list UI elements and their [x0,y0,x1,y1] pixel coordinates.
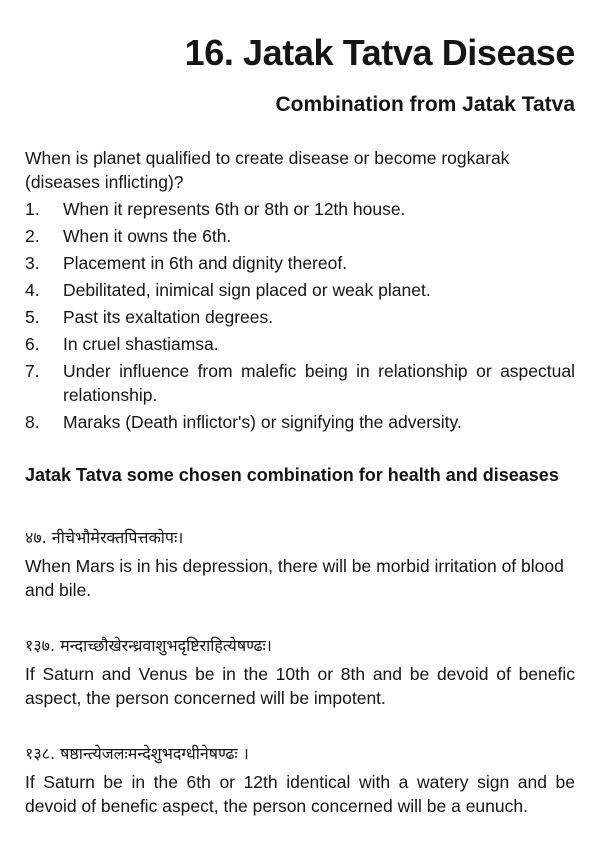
sanskrit-verse-138: १३८. षष्ठान्त्येजलःमन्देशुभदग्धीनेषण्ढः । [25,744,249,763]
combinations-heading: Jatak Tatva some chosen combination for health and diseases [25,465,559,485]
verse-meaning-137: If Saturn and Venus be in the 10th or 8th and be devoid of benefic aspect, the person concerned will be impotent. [25,664,575,708]
chapter-title: 16. Jatak Tatva Disease [184,32,575,73]
list-item [25,332,575,356]
verse-meaning-138: If Saturn be in the 6th or 12th identical with a watery sign and be devoid of benefic aspect, the person concerned will be a eunuch. [25,772,575,816]
list-item-number: 7. [25,361,40,381]
list-item-text: In cruel shastiamsa. [63,334,219,354]
list-item [25,410,575,434]
list-item-number: 6. [25,334,40,354]
list-item-text: Debilitated, inimical sign placed or weak planet. [63,280,431,300]
list-item-number: 4. [25,280,40,300]
list-item-text: Placement in 6th and dignity thereof. [63,253,348,273]
list-item-number: 8. [25,412,40,432]
list-item-text: Under influence from malefic being in relationship or aspectual relationship. [63,361,575,405]
list-item-number: 1. [25,199,40,219]
intro-question: When is planet qualified to create disease or become rogkarak (diseases inflicting)? [25,148,510,192]
verse-meaning-47: When Mars is in his depression, there will be morbid irritation of blood and bile. [25,556,564,600]
list-item-text: When it owns the 6th. [63,226,232,246]
list-item [25,224,575,248]
list-item-text: Past its exaltation degrees. [63,307,274,327]
list-item-number: 2. [25,226,40,246]
sanskrit-verse-47: ४७. नीचेभौमेरक्तपित्तकोपः। [25,528,184,547]
list-item [25,251,575,275]
criteria-list [25,197,575,437]
list-item-text: Maraks (Death inflictor's) or signifying the adversity. [63,412,462,432]
list-item-text: When it represents 6th or 8th or 12th house. [63,199,406,219]
list-item [25,278,575,302]
list-item-number: 5. [25,307,40,327]
sanskrit-verse-137: १३७. मन्दाच्छौखेरन्ध्रवाशुभदृष्टिराहित्येषण्ढः। [25,636,272,655]
list-item [25,197,575,221]
list-item [25,305,575,329]
list-item-number: 3. [25,253,40,273]
list-item [25,359,575,407]
section-subtitle: Combination from Jatak Tatva [275,93,575,116]
